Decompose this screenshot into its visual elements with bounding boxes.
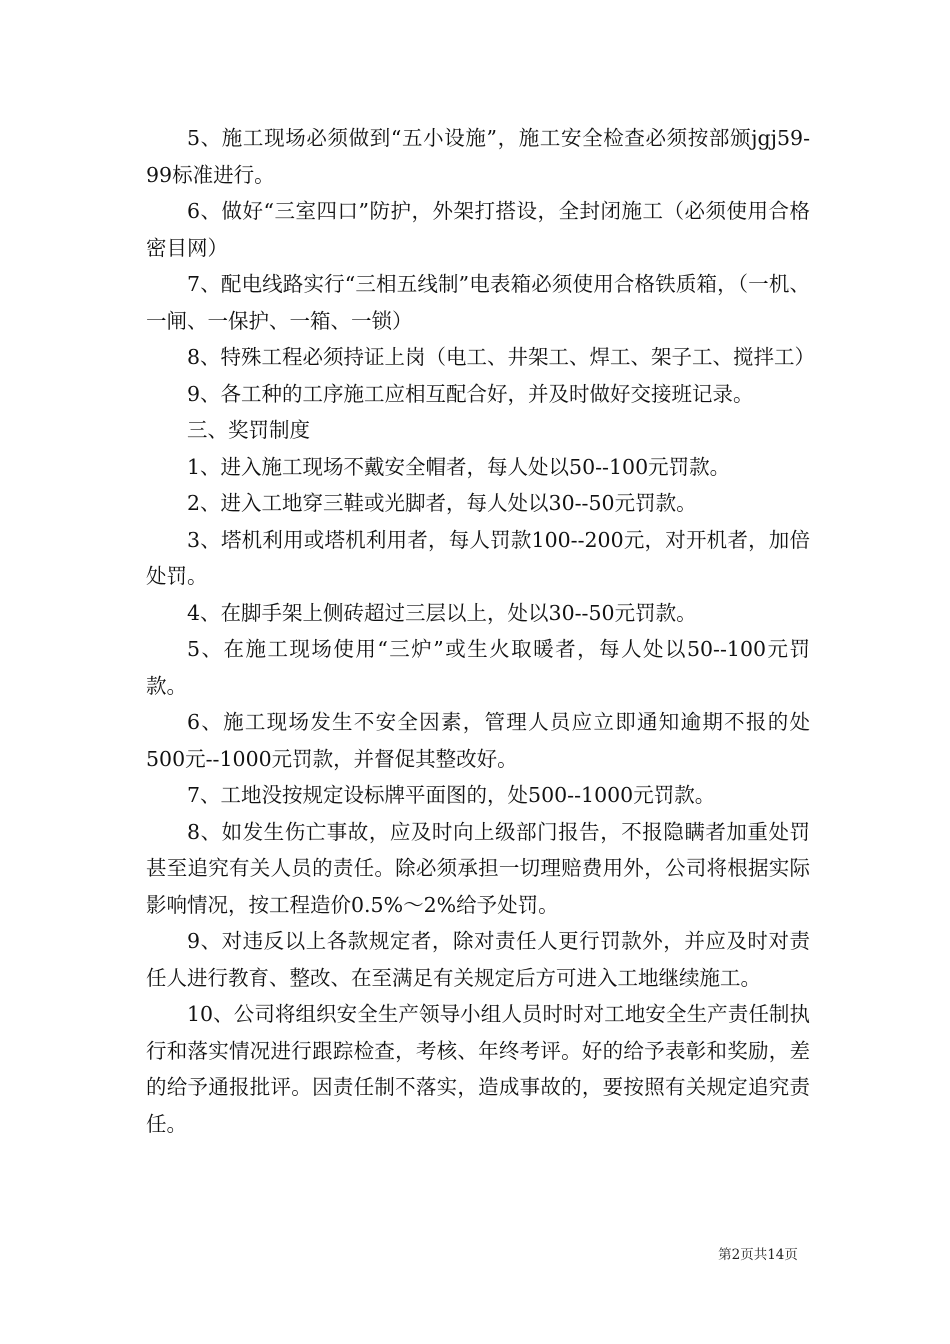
paragraph-penalty-4: 4、在脚手架上侧砖超过三层以上，处以30--50元罚款。 [187,600,697,625]
paragraph-penalty-8: 8、如发生伤亡事故，应及时向上级部门报告，不报隐瞒者加重处罚甚至追究有关人员的责任。除必须承担一切理赔费用外，公司将根据实际影响情况，按工程造价0.5%～2%给予处罚。 [146,819,810,917]
document-body [146,120,816,1142]
paragraph-item-8-certification: 8、特殊工程必须持证上岗（电工、井架工、焊工、架子工、搅拌工） [187,345,816,369]
paragraph-penalty-10: 10、公司将组织安全生产领导小组人员时时对工地安全生产责任制执行和落实情况进行跟踪检查，考核、年终考评。好的给予表彰和奖励，差的给予通报批评。因责任制不落实，造成事故的，要按照有关规定追究责任。 [146,1002,810,1136]
paragraph-item-6-protection: 6、做好“三室四口”防护，外架打搭设，全封闭施工（必须使用合格密目网） [146,199,810,260]
paragraph-item-7-wiring: 7、配电线路实行“三相五线制”电表箱必须使用合格铁质箱，（一机、一闸、一保护、一箱、一锁） [146,272,810,333]
paragraph-penalty-7: 7、工地没按规定设标牌平面图的，处500--1000元罚款。 [187,783,716,807]
paragraph-penalty-9: 9、对违反以上各款规定者，除对责任人更行罚款外，并应及时对责任人进行教育、整改、在至满足有关规定后方可进入工地继续施工。 [146,929,810,990]
paragraph-penalty-5: 5、在施工现场使用“三炉”或生火取暖者，每人处以50--100元罚款。 [146,637,810,698]
paragraph-penalty-6: 6、施工现场发生不安全因素，管理人员应立即通知逾期不报的处500元--1000元罚款，并督促其整改好。 [146,710,810,771]
paragraph-item-9-coordination: 9、各工种的工序施工应相互配合好，并及时做好交接班记录。 [187,381,754,406]
section-heading-rewards-penalties: 三、奖罚制度 [187,418,310,442]
page-number: 第2页共14页 [718,1247,798,1263]
paragraph-penalty-2: 2、进入工地穿三鞋或光脚者，每人处以30--50元罚款。 [187,491,697,515]
paragraph-item-5-facilities: 5、施工现场必须做到“五小设施”，施工安全检查必须按部颁jgj59-99标准进行。 [146,126,810,187]
paragraph-penalty-3: 3、塔机利用或塔机利用者，每人罚款100--200元，对开机者，加倍处罚。 [146,527,810,588]
page-footer [0,1243,950,1263]
paragraph-penalty-1: 1、进入施工现场不戴安全帽者，每人处以50--100元罚款。 [187,454,731,479]
